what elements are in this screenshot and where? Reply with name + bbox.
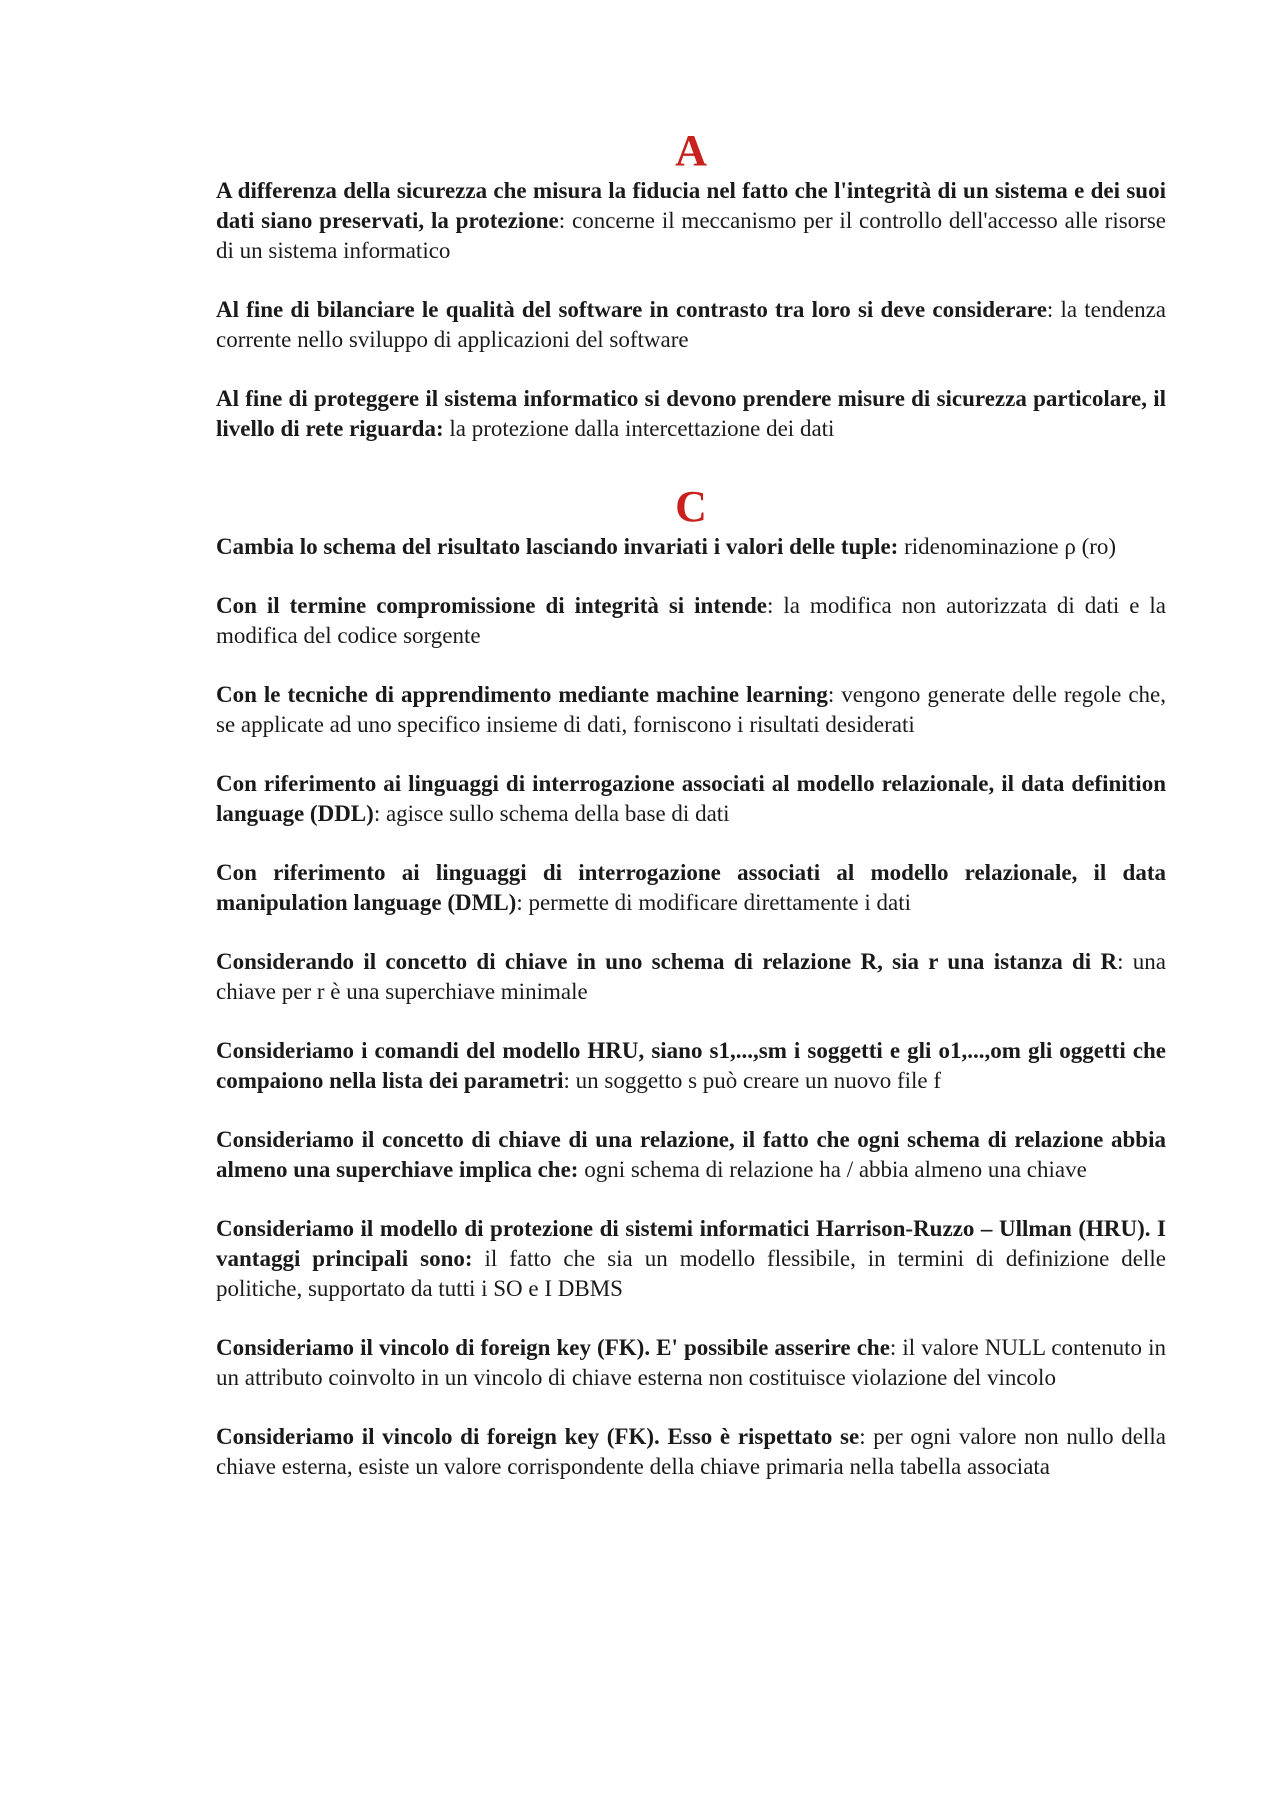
qa-entry	[216, 858, 1166, 918]
qa-entry	[216, 1214, 1166, 1304]
question-text: Consideriamo il modello di protezione di sistemi informatici Harrison-Ruzzo – Ullman (HRU). I vantaggi principali sono:	[216, 1216, 1166, 1271]
question-text: Con riferimento ai linguaggi di interrogazione associati al modello relazionale, il data definition language (DDL)	[216, 771, 1166, 826]
answer-text: : per ogni valore non nullo della chiave esterna, esiste un valore corrispondente della chiave primaria nella tabella associata	[216, 1424, 1166, 1479]
section-letter-a: A	[675, 126, 707, 175]
qa-entry	[216, 680, 1166, 740]
question-text: Consideriamo il concetto di chiave di una relazione, il fatto che ogni schema di relazione abbia almeno una superchiave implica che:	[216, 1127, 1166, 1182]
answer-text: : un soggetto s può creare un nuovo file f	[563, 1068, 942, 1093]
answer-text: : agisce sullo schema della base di dati	[373, 801, 730, 826]
qa-entry	[216, 769, 1166, 829]
section-letter-c: C	[675, 482, 707, 531]
question-text: A differenza della sicurezza che misura la fiducia nel fatto che l'integrità di un sistema e dei suoi dati siano preservati, la protezione	[216, 178, 1166, 233]
answer-text: : la modifica non autorizzata di dati e la modifica del codice sorgente	[216, 593, 1167, 648]
qa-entry	[216, 1125, 1166, 1185]
question-text: Al fine di proteggere il sistema informatico si devono prendere misure di sicurezza particolare, il livello di rete riguarda:	[216, 386, 1166, 441]
question-text: Con riferimento ai linguaggi di interrogazione associati al modello relazionale, il data manipulation language (DML)	[216, 860, 1166, 915]
question-text: Considerando il concetto di chiave in uno schema di relazione R, sia r una istanza di R	[216, 949, 1118, 974]
qa-entry	[216, 947, 1166, 1007]
answer-text: ogni schema di relazione ha / abbia almeno una chiave	[578, 1157, 1087, 1182]
section-spacer	[216, 473, 1166, 482]
question-text: Consideriamo il vincolo di foreign key (FK). Esso è rispettato se	[216, 1424, 860, 1449]
answer-text: il fatto che sia un modello flessibile, in termini di definizione delle politiche, supportato da tutti i SO e I DBMS	[216, 1246, 1166, 1301]
qa-entry	[216, 1036, 1166, 1096]
question-text: Con le tecniche di apprendimento mediante machine learning	[216, 682, 828, 707]
question-text: Consideriamo i comandi del modello HRU, siano s1,...,sm i soggetti e gli o1,...,om gli oggetti che compaiono nella lista dei parametri	[216, 1038, 1166, 1093]
answer-text: : concerne il meccanismo per il controllo dell'accesso alle risorse di un sistema informatico	[216, 208, 1166, 263]
answer-text: ridenominazione ρ (ro)	[898, 534, 1117, 559]
qa-entry	[216, 176, 1166, 266]
answer-text: : una chiave per r è una superchiave minimale	[216, 949, 1166, 1004]
qa-entry	[216, 1422, 1166, 1482]
qa-entry	[216, 1333, 1166, 1393]
question-text: Al fine di bilanciare le qualità del software in contrasto tra loro si deve considerare	[216, 297, 1047, 322]
question-text: Consideriamo il vincolo di foreign key (FK). E' possibile asserire che	[216, 1335, 890, 1360]
question-text: Cambia lo schema del risultato lasciando invariati i valori delle tuple:	[216, 534, 899, 559]
answer-text: : permette di modificare direttamente i dati	[516, 890, 912, 915]
qa-entry	[216, 591, 1166, 651]
answer-text: la protezione dalla intercettazione dei dati	[443, 416, 835, 441]
question-text: Con il termine compromissione di integrità si intende	[216, 593, 768, 618]
qa-entry	[216, 384, 1166, 444]
document-content	[216, 126, 1166, 1511]
answer-text: : il valore NULL contenuto in un attributo coinvolto in un vincolo di chiave esterna non costituisce violazione del vincolo	[216, 1335, 1166, 1390]
answer-text: : la tendenza corrente nello sviluppo di applicazioni del software	[216, 297, 1166, 352]
qa-entry	[216, 532, 1166, 562]
qa-entry	[216, 295, 1166, 355]
answer-text: : vengono generate delle regole che, se applicate ad uno specifico insieme di dati, forniscono i risultati desiderati	[216, 682, 1166, 737]
